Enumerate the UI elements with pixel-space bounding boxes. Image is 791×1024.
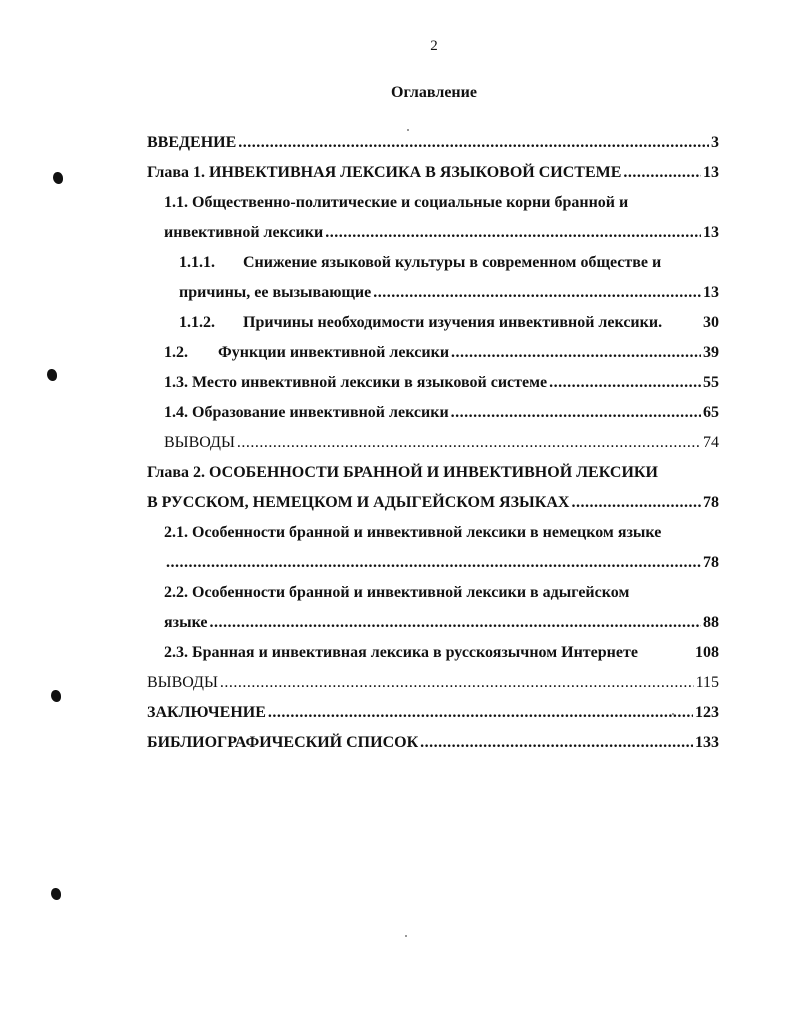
scan-speck	[407, 129, 409, 131]
toc-label: Глава 2. ОСОБЕННОСТИ БРАННОЙ И ИНВЕКТИВНОЙ ЛЕКСИКИ	[147, 464, 658, 481]
toc-entry[interactable]	[147, 698, 719, 728]
punch-hole-mark	[53, 172, 63, 184]
punch-hole-mark	[47, 369, 57, 381]
toc-leader-dots	[268, 698, 693, 728]
toc-entry[interactable]	[164, 338, 719, 368]
toc-leader-dots	[451, 338, 701, 368]
toc-label: ЗАКЛЮЧЕНИЕ	[147, 704, 266, 721]
toc-label: 1.4. Образование инвективной лексики	[164, 404, 449, 421]
toc-page: 13	[703, 224, 719, 241]
toc-leader-dots	[166, 548, 701, 578]
toc-page: 123	[695, 704, 719, 721]
toc-entry[interactable]	[147, 128, 719, 158]
toc-entry[interactable]	[164, 638, 719, 668]
toc-page: 88	[703, 614, 719, 631]
toc-entry[interactable]	[164, 398, 719, 428]
toc-entry[interactable]	[147, 488, 719, 518]
toc-page: 108	[695, 644, 719, 661]
toc-leader-dots	[325, 218, 701, 248]
toc-label: 2.3. Бранная и инвективная лексика в русскоязычном Интернете	[164, 644, 638, 661]
toc-label: 2.2. Особенности бранной и инвективной лексики в адыгейском	[164, 584, 630, 601]
toc-page: 78	[703, 494, 719, 511]
toc-entry[interactable]	[147, 728, 719, 758]
toc-entry[interactable]	[147, 668, 719, 698]
toc-entry[interactable]	[179, 278, 719, 308]
toc-entry[interactable]	[164, 188, 719, 218]
toc-leader-dots	[420, 728, 693, 758]
toc-entry[interactable]	[164, 548, 719, 578]
toc-label: Причины необходимости изучения инвективной лексики.	[243, 314, 663, 331]
toc-label: ВВЕДЕНИЕ	[147, 134, 237, 151]
punch-hole-mark	[51, 690, 61, 702]
toc-label: БИБЛИОГРАФИЧЕСКИЙ СПИСОК	[147, 734, 419, 751]
toc-page: 13	[703, 164, 719, 181]
toc-entry[interactable]	[164, 608, 719, 638]
toc-leader-dots	[549, 368, 701, 398]
toc-entry[interactable]	[164, 428, 719, 458]
toc-label: Снижение языковой культуры в современном обществе и	[243, 254, 662, 271]
toc-page: 55	[703, 374, 719, 391]
toc-leader-dots	[210, 608, 702, 638]
toc-label: Глава 1. ИНВЕКТИВНАЯ ЛЕКСИКА В ЯЗЫКОВОЙ СИСТЕМЕ	[147, 164, 622, 181]
toc-page: 30	[703, 314, 719, 331]
toc-entry[interactable]	[179, 248, 719, 278]
toc-page: 74	[703, 434, 719, 451]
toc-page: 65	[703, 404, 719, 421]
page-number: 2	[430, 38, 438, 54]
toc-label: ВЫВОДЫ	[164, 434, 235, 451]
toc-leader-dots	[237, 428, 701, 458]
toc-page: 39	[703, 344, 719, 361]
toc-label: 1.1. Общественно-политические и социальные корни бранной и	[164, 194, 629, 211]
toc-leader-dots	[238, 128, 709, 158]
toc-label: 1.3. Место инвективной лексики в языковой системе	[164, 374, 548, 391]
toc-label: В РУССКОМ, НЕМЕЦКОМ И АДЫГЕЙСКОМ ЯЗЫКАХ	[147, 494, 570, 511]
toc-leader-dots	[451, 398, 701, 428]
toc-leader-dots	[220, 668, 694, 698]
toc-number: 1.1.2.	[179, 314, 215, 331]
toc-entry[interactable]	[164, 368, 719, 398]
toc-entry[interactable]	[164, 578, 719, 608]
toc-label: инвективной лексики	[164, 224, 324, 241]
toc-label: 2.1. Особенности бранной и инвективной лексики в немецком языке	[164, 524, 662, 541]
toc-entry[interactable]	[164, 518, 719, 548]
toc-entry[interactable]	[147, 158, 719, 188]
toc-label: ВЫВОДЫ	[147, 674, 218, 691]
toc-entry[interactable]	[164, 218, 719, 248]
toc-leader-dots	[373, 278, 701, 308]
toc-page: 13	[703, 284, 719, 301]
toc-entry[interactable]	[147, 458, 719, 488]
punch-hole-mark	[51, 888, 61, 900]
toc-page: 133	[695, 734, 719, 751]
toc-page: 115	[695, 674, 719, 691]
scan-speck	[405, 935, 407, 937]
toc-leader-dots	[571, 488, 701, 518]
toc-leader-dots	[623, 158, 701, 188]
toc-page: 78	[703, 554, 719, 571]
toc-page: 3	[711, 134, 719, 151]
toc-label: языке	[164, 614, 208, 631]
toc-label: причины, ее вызывающие	[179, 284, 372, 301]
scan-speck	[672, 713, 674, 715]
toc-heading: Оглавление	[391, 84, 477, 101]
toc-number: 1.1.1.	[179, 254, 215, 271]
toc-number: 1.2.	[164, 344, 188, 361]
toc-entry[interactable]	[179, 308, 719, 338]
toc-label: Функции инвективной лексики	[218, 344, 450, 361]
